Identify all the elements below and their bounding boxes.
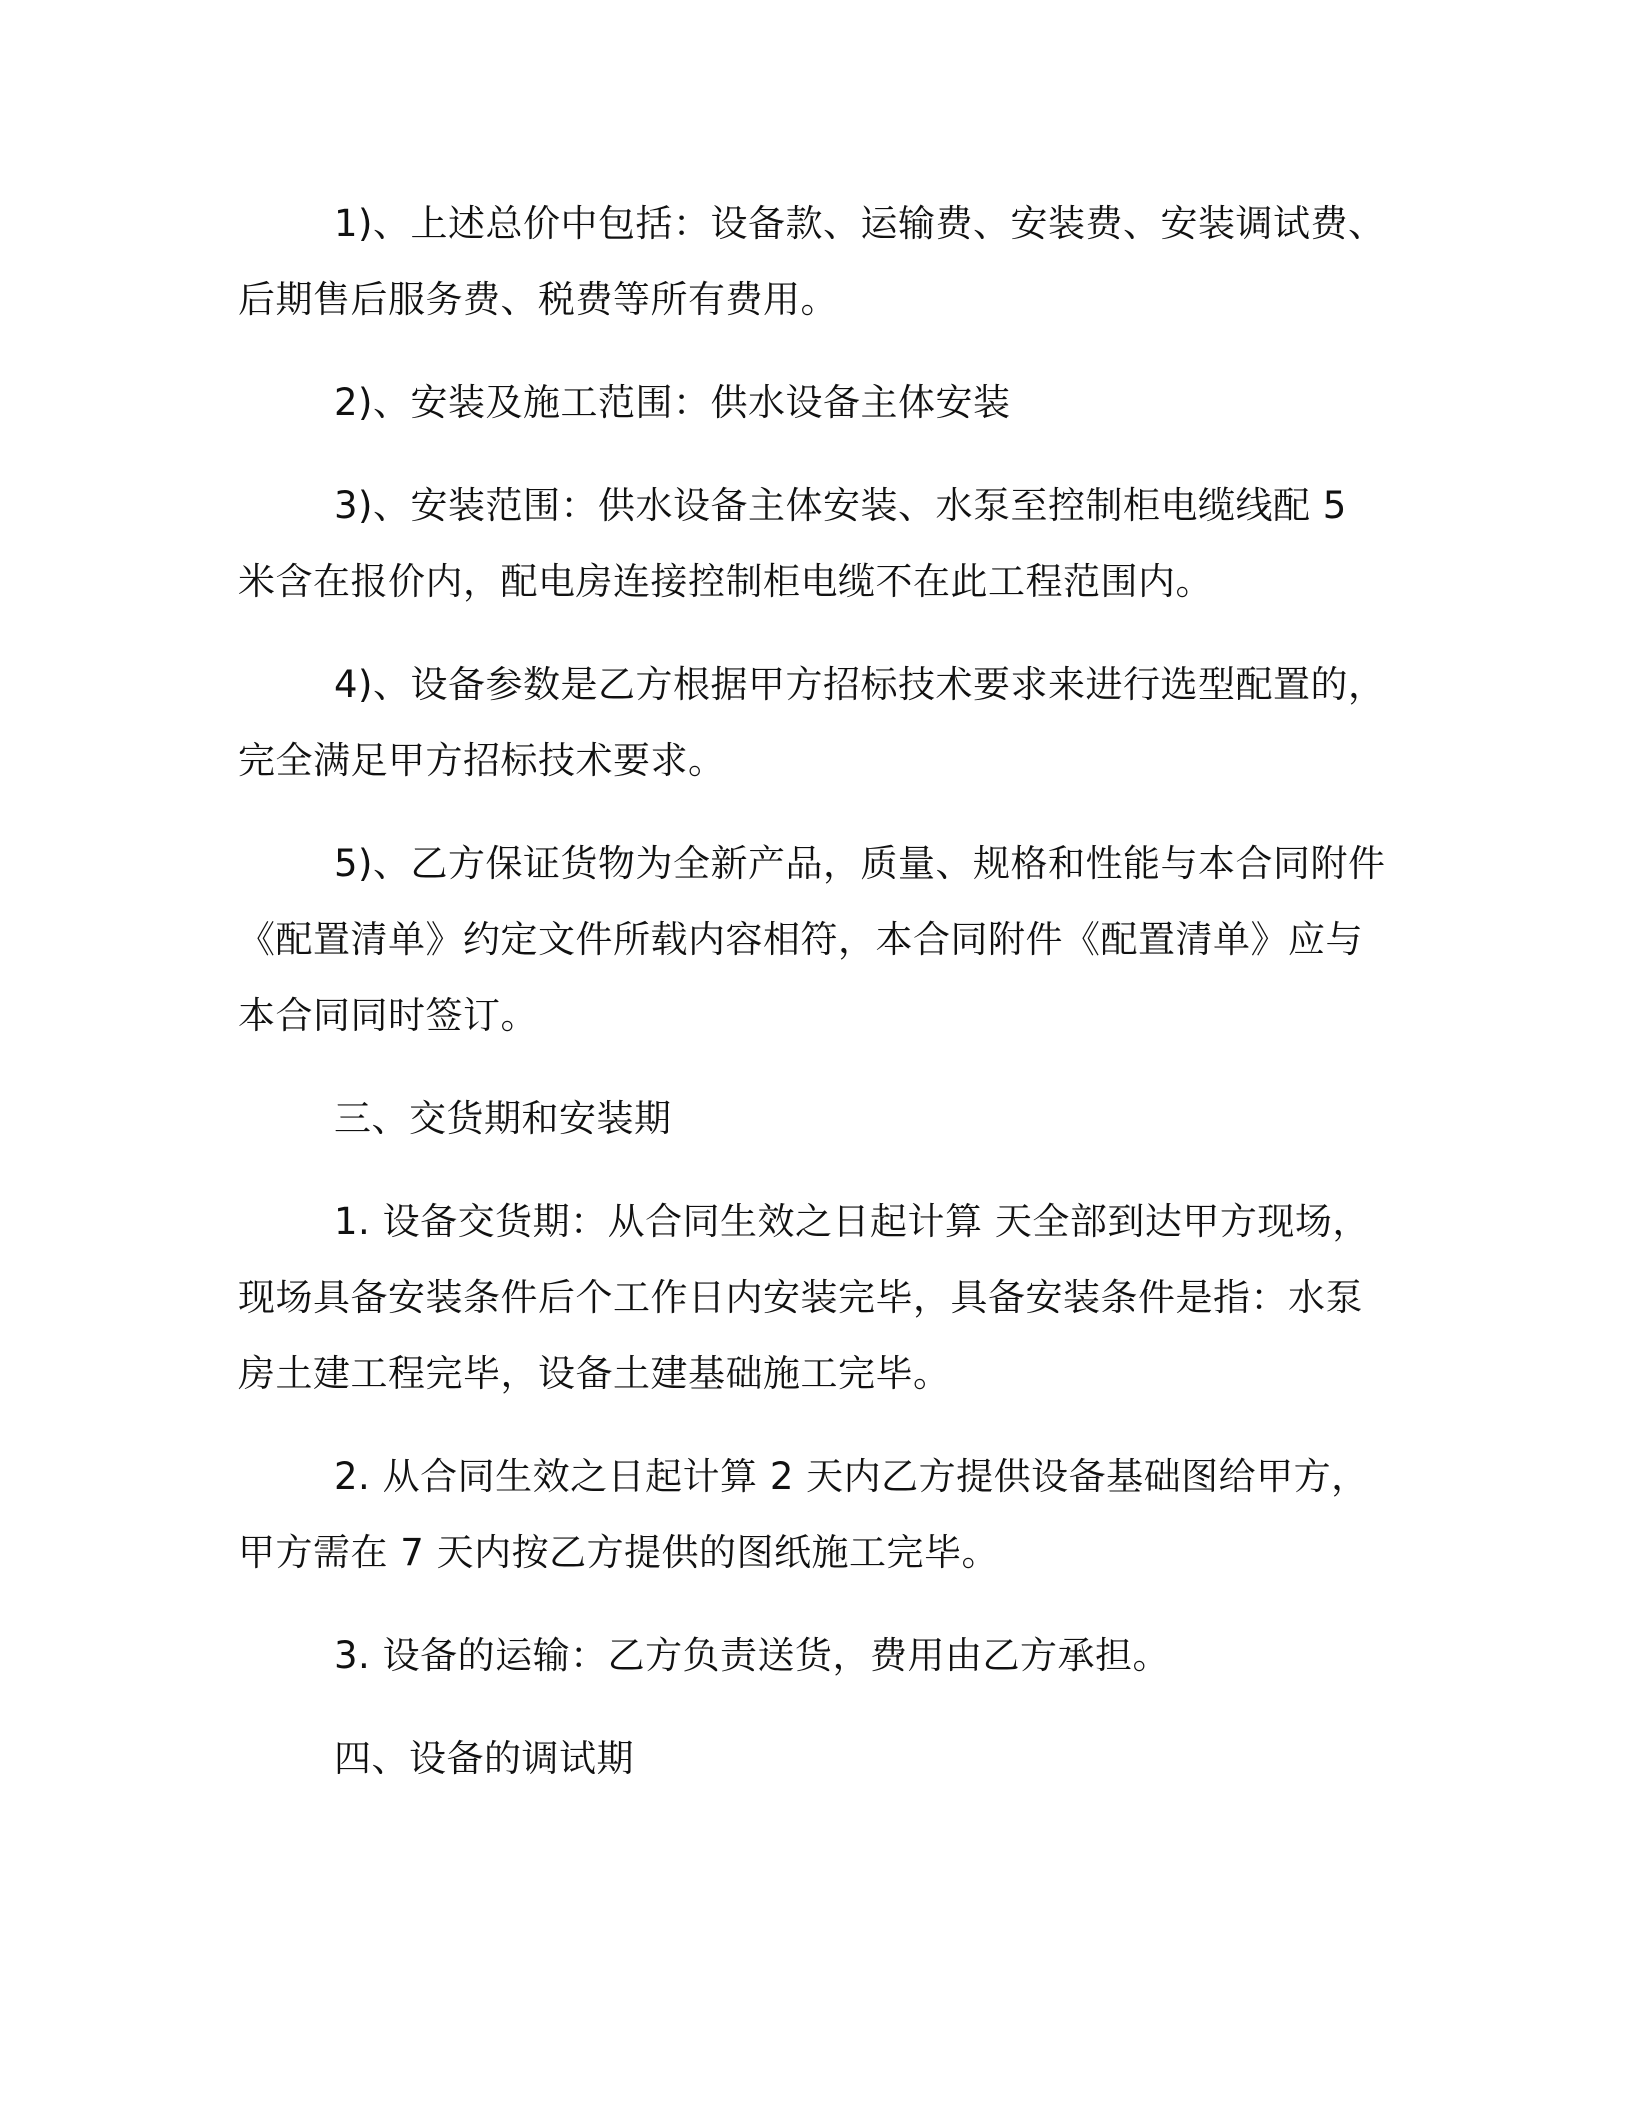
clause-equipment-parameters: 4)、设备参数是乙方根据甲方招标技术要求来进行选型配置的，完全满足甲方招标技术要求。 [238, 663, 1386, 782]
section-heading-delivery: 三、交货期和安装期 [334, 1097, 672, 1140]
document-body [238, 186, 1388, 1824]
clause-foundation-drawing: 2. 从合同生效之日起计算 2 天内乙方提供设备基础图给甲方，甲方需在 7 天内按乙方提供的图纸施工完毕。 [238, 1455, 1369, 1574]
section-heading-debugging: 四、设备的调试期 [334, 1737, 634, 1780]
clause-installation-scope: 3)、安装范围：供水设备主体安装、水泵至控制柜电缆线配 5 米含在报价内，配电房连接控制柜电缆不在此工程范围内。 [238, 484, 1347, 603]
clause-goods-guarantee: 5)、乙方保证货物为全新产品，质量、规格和性能与本合同附件《配置清单》约定文件所载内容相符，本合同附件《配置清单》应与本合同同时签订。 [238, 842, 1386, 1037]
clause-delivery-period: 1. 设备交货期：从合同生效之日起计算 天全部到达甲方现场，现场具备安装条件后个工作日内安装完毕，具备安装条件是指：水泵房土建工程完毕，设备土建基础施工完毕。 [238, 1200, 1370, 1395]
clause-transportation: 3. 设备的运输：乙方负责送货，费用由乙方承担。 [334, 1634, 1171, 1677]
clause-construction-scope: 2)、安装及施工范围：供水设备主体安装 [334, 381, 1011, 424]
clause-price-includes: 1)、上述总价中包括：设备款、运输费、安装费、安装调试费、后期售后服务费、税费等所有费用。 [238, 202, 1386, 321]
